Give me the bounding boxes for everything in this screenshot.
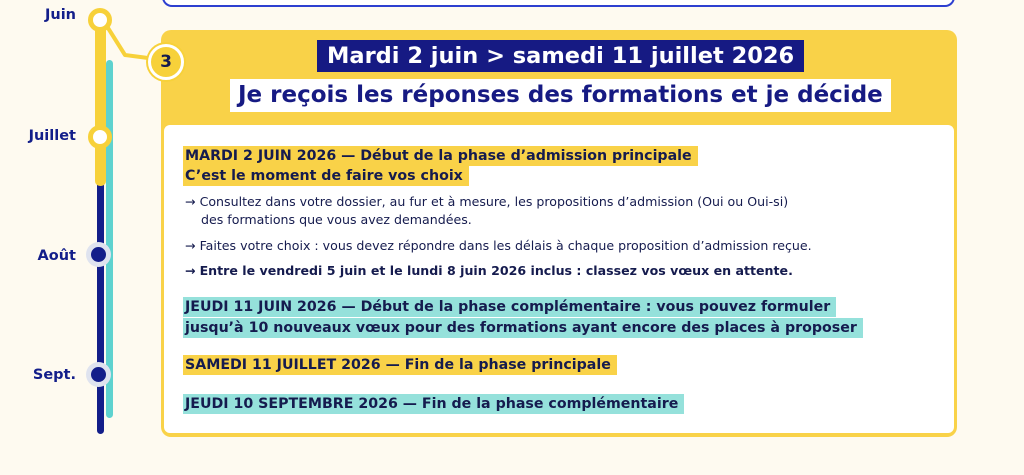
september-node (91, 367, 106, 382)
month-label-july: Juillet (28, 128, 76, 144)
main-phase-end: SAMEDI 11 JUILLET 2026 — Fin de la phase principale (183, 355, 617, 375)
july-node (88, 125, 112, 149)
arrow-icon: → (185, 263, 196, 278)
admission-subheading: C’est le moment de faire vos choix (183, 166, 469, 186)
complementary-phase-end: JEUDI 10 SEPTEMBRE 2026 — Fin de la phase complémentaire (183, 394, 684, 414)
bullet-rank-waitlist (185, 262, 793, 280)
complementary-start-heading: JEUDI 11 JUIN 2026 — Début de la phase complémentaire : vous pouvez formuler (183, 297, 836, 317)
step-number-badge: 3 (148, 44, 184, 80)
bullet-choose (185, 237, 812, 255)
month-label-august: Août (37, 248, 76, 264)
bullet-consult (185, 193, 788, 211)
timeline-complementary-track (106, 60, 113, 418)
june-node (88, 8, 112, 32)
august-node (91, 247, 106, 262)
bullet-text: Faites votre choix : vous devez répondre dans les délais à chaque proposition d’admission reçue. (199, 238, 812, 253)
complementary-start-detail: jusqu’à 10 nouveaux vœux pour des formations ayant encore des places à proposer (183, 318, 863, 338)
step-title: Je reçois les réponses des formations et je décide (230, 79, 891, 112)
step-dates: Mardi 2 juin > samedi 11 juillet 2026 (317, 40, 804, 72)
month-label-september: Sept. (32, 367, 76, 383)
arrow-icon: → (185, 238, 196, 253)
admission-start-heading: MARDI 2 JUIN 2026 — Début de la phase d’admission principale (183, 146, 698, 166)
bullet-text: Entre le vendredi 5 juin et le lundi 8 juin 2026 inclus : classez vos vœux en attente. (199, 263, 793, 278)
bullet-text: Consultez dans votre dossier, au fur et à mesure, les propositions d’admission (Oui ou Oui-si) (199, 194, 789, 209)
previous-step-card (162, 0, 955, 7)
month-label-june: Juin (44, 7, 76, 23)
bullet-consult-continued: des formations que vous avez demandées. (201, 212, 472, 227)
arrow-icon: → (185, 194, 196, 209)
